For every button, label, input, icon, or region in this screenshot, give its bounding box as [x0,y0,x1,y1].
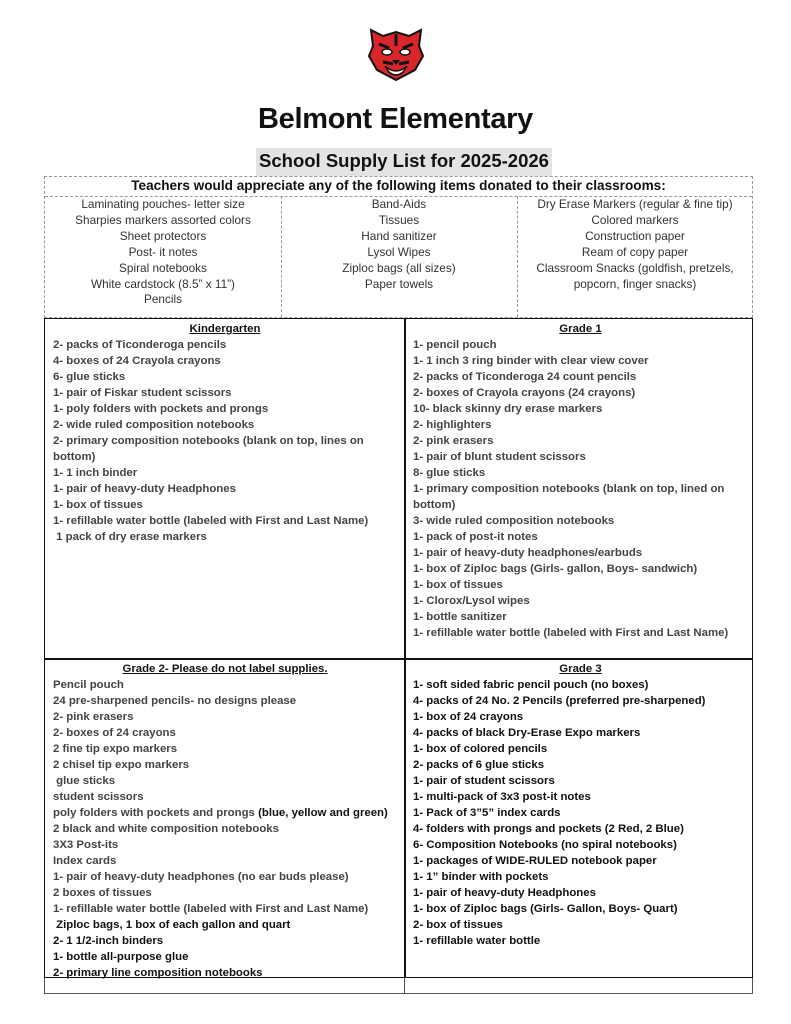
list-item: 2- 1 1/2-inch binders [53,935,164,947]
list-item: Sheet protectors [119,228,207,243]
list-item: 4- packs of black Dry-Erase Expo markers [413,727,641,739]
list-item: 24 pre-sharpened pencils- no designs please [53,695,297,707]
donation-box [44,176,753,318]
grade3-cell [413,661,748,949]
list-item: 1- 1 inch 3 ring binder with clear view cover [413,355,649,367]
list-item: Index cards [53,855,117,867]
list-item: 1- box of 24 crayons [413,711,524,723]
donation-heading: Teachers would appreciate any of the following items donated to their classrooms: [45,177,752,197]
list-item: 1- pair of heavy-duty headphones (no ear buds please) [53,871,349,883]
list-item: 3- wide ruled composition notebooks [413,515,615,527]
list-item: 2- pink erasers [53,711,134,723]
grade2-heading: Grade 2- Please do not label supplies. [122,663,328,675]
list-item: 1- pair of blunt student scissors [413,451,586,463]
list-item: Lysol Wipes [367,244,431,259]
list-item: 1- 1” binder with pockets [413,871,549,883]
list-item: 1- primary composition notebooks (blank on top, lined on bottom) [413,483,725,511]
list-item: glue sticks [53,775,116,787]
grade3-heading: Grade 3 [559,663,602,675]
donation-column-1 [45,196,282,317]
list-item: Spiral notebooks [119,260,207,275]
list-item: White cardstock (8.5” x 11”) [90,276,235,291]
list-item: 1- Pack of 3”5” index cards [413,807,561,819]
list-item: 6- glue sticks [53,371,126,383]
list-item: 1- pair of Fiskar student scissors [53,387,232,399]
list-item: Hand sanitizer [361,228,437,243]
list-item: 1- box of Ziploc bags (Girls- Gallon, Boys- Quart) [413,903,678,915]
list-item: Laminating pouches- letter size [81,197,245,211]
list-item: 2- primary composition notebooks (blank on top, lines on bottom) [53,435,364,463]
list-item: Colored markers [591,212,679,227]
list-item: 2 chisel tip expo markers [53,759,190,771]
folders-colors: (blue, yellow and green) [258,807,388,819]
grade1-heading: Grade 1 [559,323,602,335]
list-item: 1- pair of heavy-duty Headphones [53,483,236,495]
list-item: Pencils [143,292,183,307]
list-item: 4- boxes of 24 Crayola crayons [53,355,221,367]
list-item: 2 boxes of tissues [53,887,152,899]
grade1-cell [413,321,748,641]
list-item: Dry Erase Markers (regular & fine tip) [537,197,733,211]
list-item: student scissors [53,791,144,803]
list-item: Sharpies markers assorted colors [75,212,251,227]
list-item: 1- bottle sanitizer [413,611,507,623]
list-item: 2- packs of Ticonderoga pencils [53,339,227,351]
donation-column-3 [518,196,752,317]
list-item: 1- box of colored pencils [413,743,548,755]
list-item: Pencil pouch [53,679,124,691]
list-item: 1- box of Ziploc bags (Girls- gallon, Boys- sandwich) [413,563,698,575]
list-item: 1- pair of student scissors [413,775,555,787]
list-item: 1- refillable water bottle (labeled with First and Last Name) [413,627,729,639]
list-item: 1- box of tissues [53,499,143,511]
table-bottom-strip [44,978,753,994]
list-item: 1- pack of post-it notes [413,531,538,543]
list-item: Ream of copy paper [581,244,689,259]
list-item: Post- it notes [128,244,198,259]
list-item [53,805,397,821]
page-subtitle: School Supply List for 2025-2026 [256,148,552,176]
strip-divider [404,978,405,993]
kindergarten-cell [53,321,397,545]
list-item: 2- pink erasers [413,435,494,447]
list-item: 2 fine tip expo markers [53,743,178,755]
list-item: 1- multi-pack of 3x3 post-it notes [413,791,591,803]
list-item: 2- wide ruled composition notebooks [53,419,255,431]
list-item: 2- primary line composition notebooks [53,967,263,979]
list-item: 1- refillable water bottle (labeled with First and Last Name) [53,903,369,915]
list-item: 2- highlighters [413,419,492,431]
list-item: 1- Clorox/Lysol wipes [413,595,530,607]
list-item: Paper towels [364,276,434,291]
list-item: 8- glue sticks [413,467,486,479]
list-item: 1- refillable water bottle [413,935,541,947]
grid-divider-vertical [404,319,406,977]
list-item: Tissues [378,212,420,227]
list-item: Ziploc bags (all sizes) [342,260,456,275]
grade2-cell [53,661,397,981]
list-item: 2 black and white composition notebooks [53,823,279,835]
list-item: 1- pair of heavy-duty headphones/earbuds [413,547,643,559]
list-item: 4- packs of 24 No. 2 Pencils (preferred pre-sharpened) [413,695,706,707]
list-item: 1- 1 inch binder [53,467,138,479]
list-item: 2- packs of Ticonderoga 24 count pencils [413,371,637,383]
list-item: 2- boxes of 24 crayons [53,727,176,739]
list-item: 1- soft sided fabric pencil pouch (no boxes) [413,679,649,691]
list-item: 2- box of tissues [413,919,503,931]
kindergarten-heading: Kindergarten [189,323,261,335]
list-item: 2- packs of 6 glue sticks [413,759,545,771]
list-item: Ziploc bags, 1 box of each gallon and quart [53,919,291,931]
list-item: 1- poly folders with pockets and prongs [53,403,269,415]
list-item: 1- box of tissues [413,579,503,591]
list-item: 3X3 Post-its [53,839,119,851]
list-item: 1- pencil pouch [413,339,497,351]
grade-supply-grid [44,318,753,978]
list-item: 10- black skinny dry erase markers [413,403,603,415]
list-item: 4- folders with prongs and pockets (2 Red, 2 Blue) [413,823,684,835]
grid-divider-horizontal [45,658,752,660]
list-item: 1- pair of heavy-duty Headphones [413,887,596,899]
list-item: 1 pack of dry erase markers [53,531,207,543]
list-item: 6- Composition Notebooks (no spiral notebooks) [413,839,677,851]
list-item: 1- packages of WIDE-RULED notebook paper [413,855,657,867]
list-item: 1- refillable water bottle (labeled with First and Last Name) [53,515,369,527]
tiger-mascot-icon [365,22,427,84]
donation-column-2 [281,196,518,317]
page-title: Belmont Elementary [257,103,533,135]
list-item: Classroom Snacks (goldfish, pretzels, popcorn, finger snacks) [536,260,734,291]
list-item: 2- boxes of Crayola crayons (24 crayons) [413,387,636,399]
folders-text: poly folders with pockets and prongs [53,807,259,819]
list-item: Band-Aids [371,197,427,211]
list-item: 1- bottle all-purpose glue [53,951,189,963]
list-item: Construction paper [585,228,685,243]
